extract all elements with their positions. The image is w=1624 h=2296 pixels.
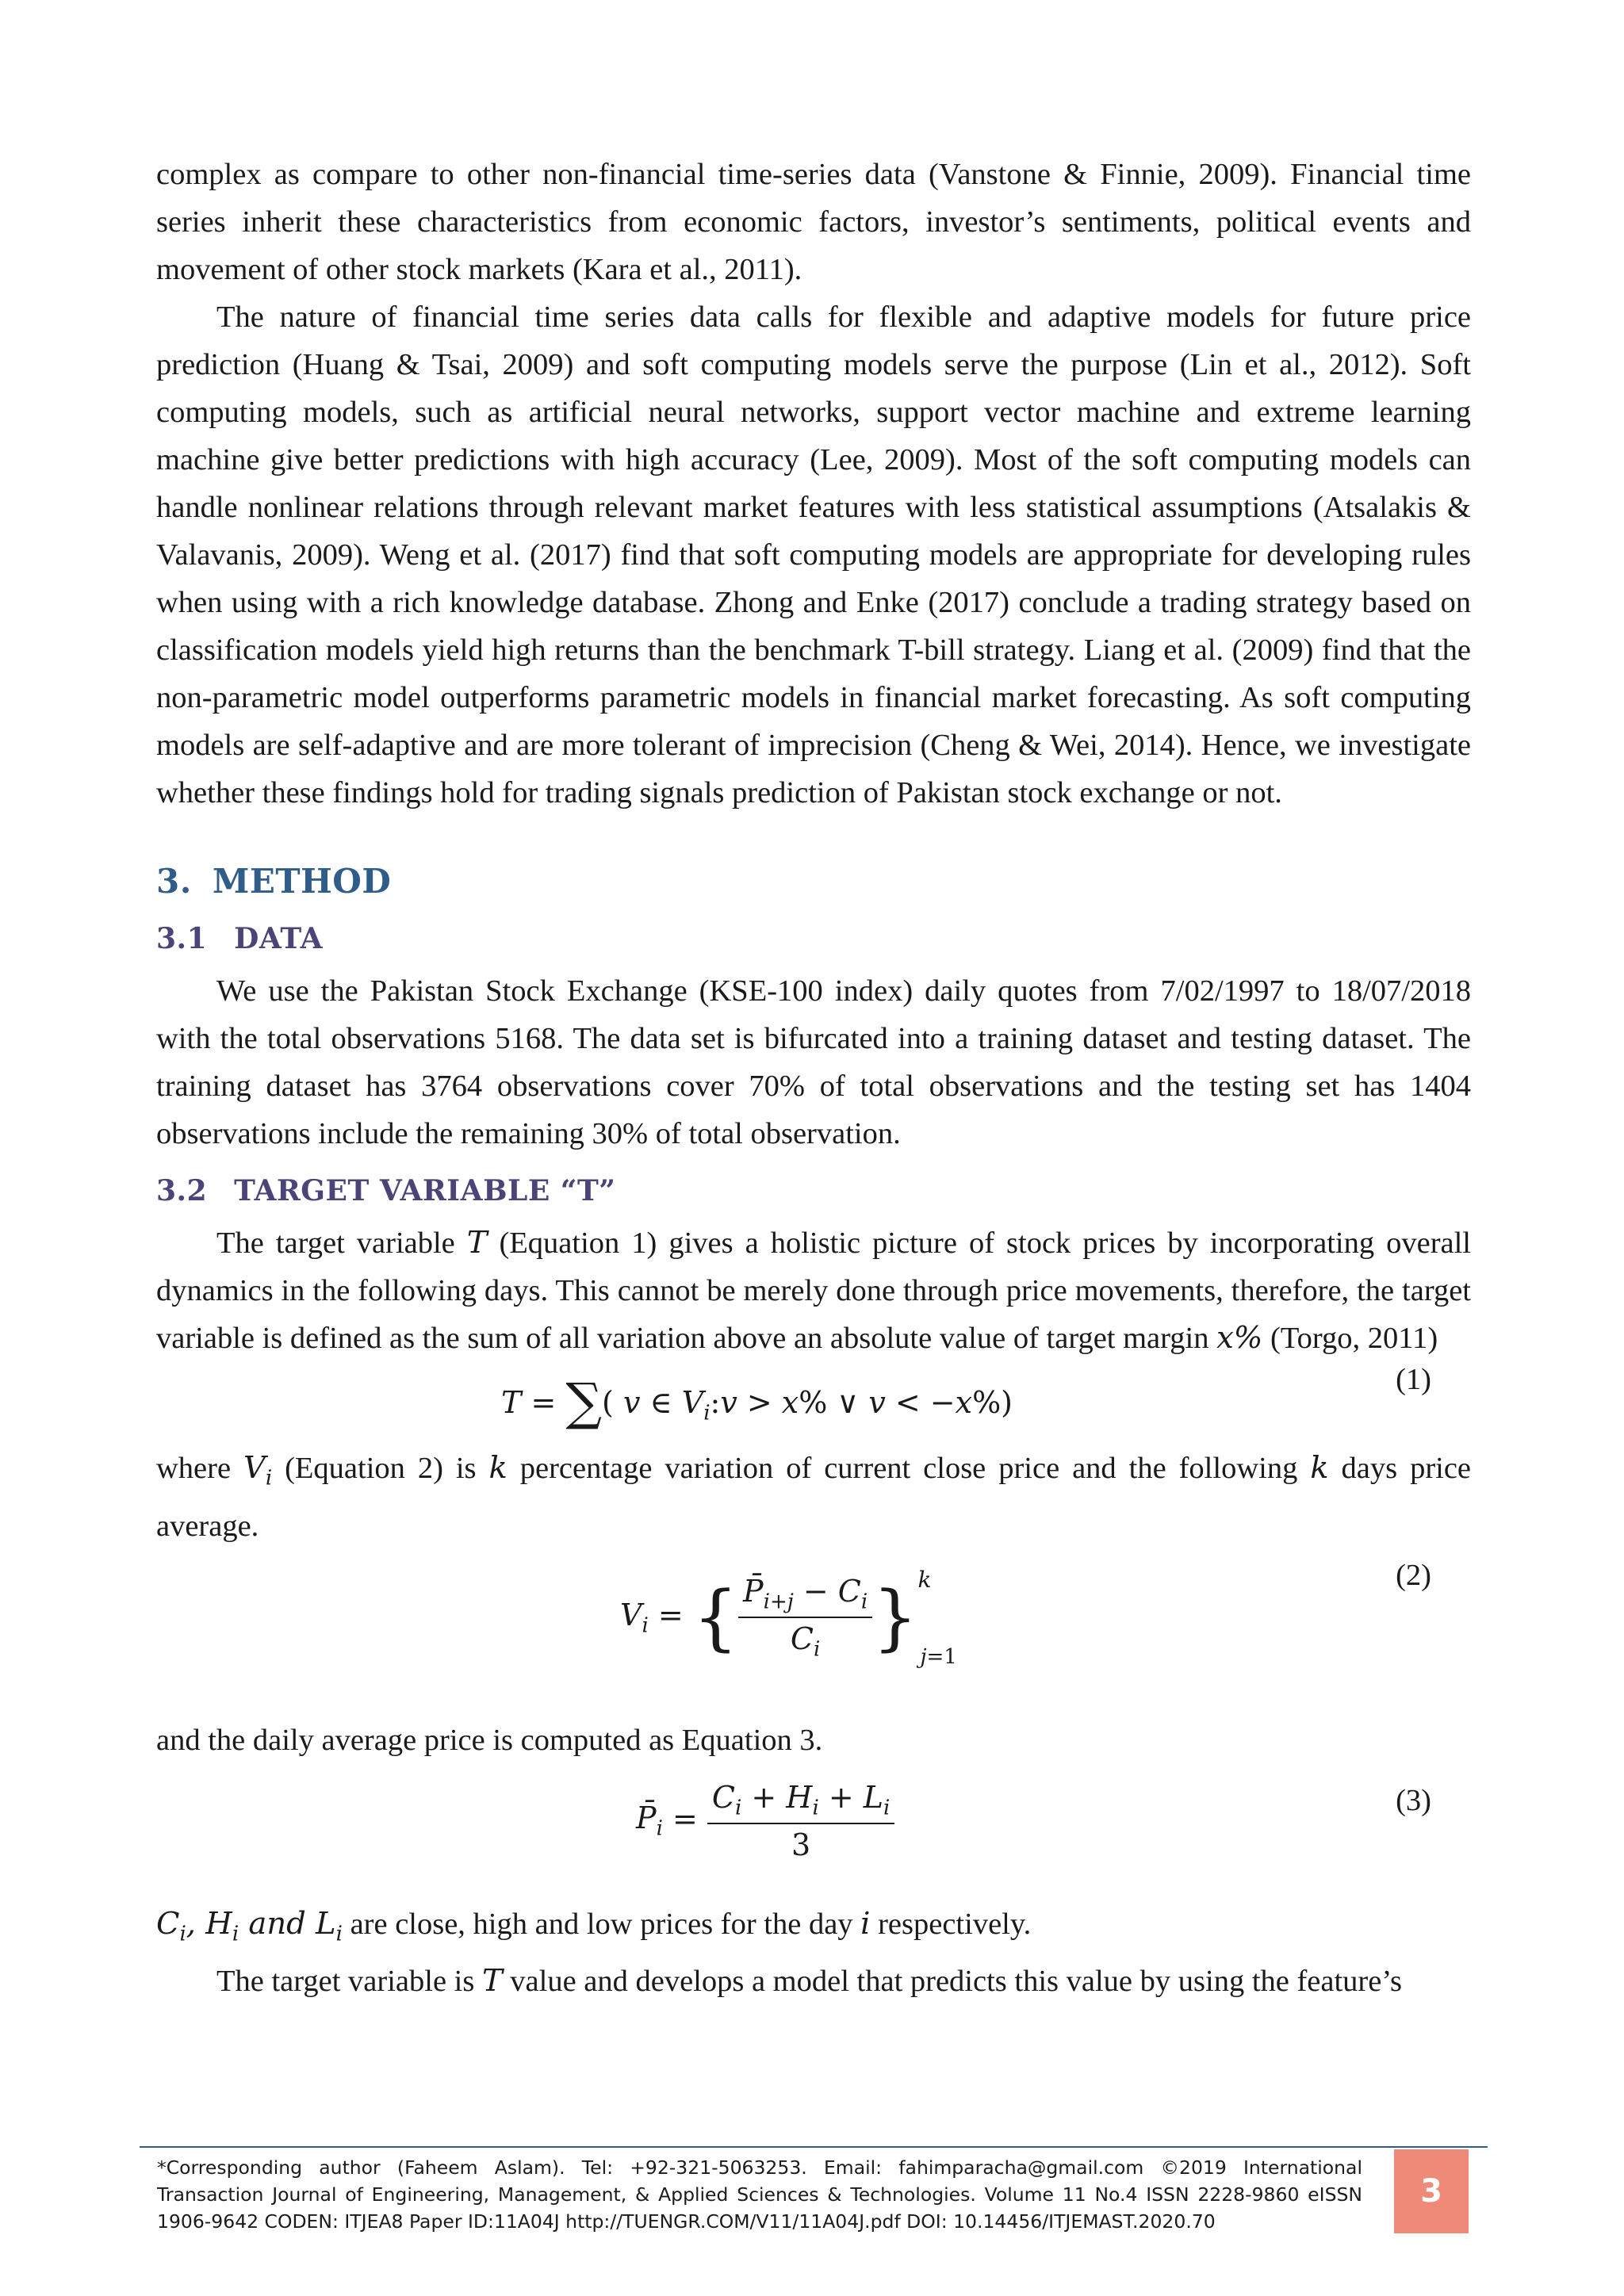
section-heading-method <box>156 858 1471 905</box>
footer-rule <box>140 2146 1488 2148</box>
footer-citation: *Corresponding author (Faheem Aslam). Tel: +92-321-5063253. Email: fahimparacha@gmail.com ©2019 International Transaction Journal of Engineering, Management, & Applied Sciences & Technologies. Volume 11 No.4 ISSN 2228-9860 eISSN 1906-9642 CODEN: ITJEA8 Paper ID:11A04J http://TUENGR.COM/V11/11A04J.pdf DOI: 10.14456/ITJEMAST.2020.70 <box>157 2156 1362 2233</box>
subsection-heading-data <box>156 915 1471 962</box>
subsection-title: TARGET VARIABLE “T” <box>234 1174 616 1207</box>
paragraph-intro: complex as compare to other non-financial time-series data (Vanstone & Finnie, 2009). Financial time series inherit these characteristics from economic factors, investor’s sentiments, political events and movement of other stock markets (Kara et al., 2011). <box>156 158 1471 286</box>
paragraph-daily-average: and the daily average price is computed as Equation 3. <box>156 1723 823 1757</box>
equation-3-body: $P̄_i$ = $\frac{C_i + H_i + L_i}{3}$ <box>636 1780 894 1863</box>
page-number-badge: 3 <box>1394 2149 1469 2233</box>
subsection-number: 3.1 <box>156 922 208 955</box>
paragraph-target-intro: The target variable T (Equation 1) gives a holistic picture of stock prices by incorporating overall dynamics in the following days. This cannot be merely done through price movements, therefore, the target variable is defined as the sum of all variation above an absolute value of target margin x% (Torgo, 2011) <box>156 1225 1471 1356</box>
equation-3 <box>156 1774 1471 1900</box>
subsection-heading-target-variable <box>156 1167 1471 1215</box>
subsection-number: 3.2 <box>156 1174 208 1207</box>
equation-2-body: $V_i$ = { $\frac{P̄_{i+j} - C_i}{C_i}$ }$^k_{j=1}$ <box>620 1566 957 1669</box>
section-number: 3. <box>156 862 192 901</box>
page-body <box>156 151 1471 2005</box>
paragraph-chl: $C_i$, $H_i$ and $L_i$ are close, high and low prices for the day i respectively. <box>156 1905 1032 1946</box>
equation-number: (3) <box>1396 1783 1431 1817</box>
equation-number: (2) <box>1396 1558 1431 1592</box>
paragraph-soft-computing: The nature of financial time series data calls for flexible and adaptive models for future price prediction (Huang & Tsai, 2009) and soft computing models serve the purpose (Lin et al., 2012). Soft computing models, such as artificial neural networks, support vector machine and extreme learning machine give better predictions with high accuracy (Lee, 2009). Most of the soft computing models can handle nonlinear relations through relevant market features with less statistical assumptions (Atsalakis & Valavanis, 2009). Weng et al. (2017) find that soft computing models are appropriate for developing rules when using with a rich knowledge database. Zhong and Enke (2017) conclude a trading strategy based on classification models yield high returns than the benchmark T-bill strategy. Liang et al. (2009) find that the non-parametric model outperforms parametric models in financial market forecasting. As soft computing models are self-adaptive and are more tolerant of imprecision (Cheng & Wei, 2014). Hence, we investigate whether these findings hold for trading signals prediction of Pakistan stock exchange or not. <box>156 300 1471 809</box>
equation-2 <box>156 1558 1471 1716</box>
paragraph-where: where $V_i$ (Equation 2) is k percentage variation of current close price and the following k days price average. <box>156 1450 1472 1543</box>
subsection-title: DATA <box>234 922 324 955</box>
equation-number: (1) <box>1396 1363 1431 1396</box>
equation-1 <box>156 1362 1471 1432</box>
paragraph-data: We use the Pakistan Stock Exchange (KSE-100 index) daily quotes from 7/02/1997 to 18/07/2018 with the total observations 5168. The data set is bifurcated into a training dataset and testing dataset. The training dataset has 3764 observations cover 70% of total observations and the testing set has 1404 observations include the remaining 30% of total observation. <box>156 974 1471 1150</box>
paragraph-target-model: The target variable is T value and develops a model that predicts this value by using the feature’s <box>216 1963 1403 1999</box>
page-footer <box>140 2146 1488 2233</box>
equation-1-body: T = ∑( v ∈ $V_i:v > x\%$ ∨ v < −x%) <box>501 1373 1013 1432</box>
section-title: METHOD <box>212 862 392 901</box>
